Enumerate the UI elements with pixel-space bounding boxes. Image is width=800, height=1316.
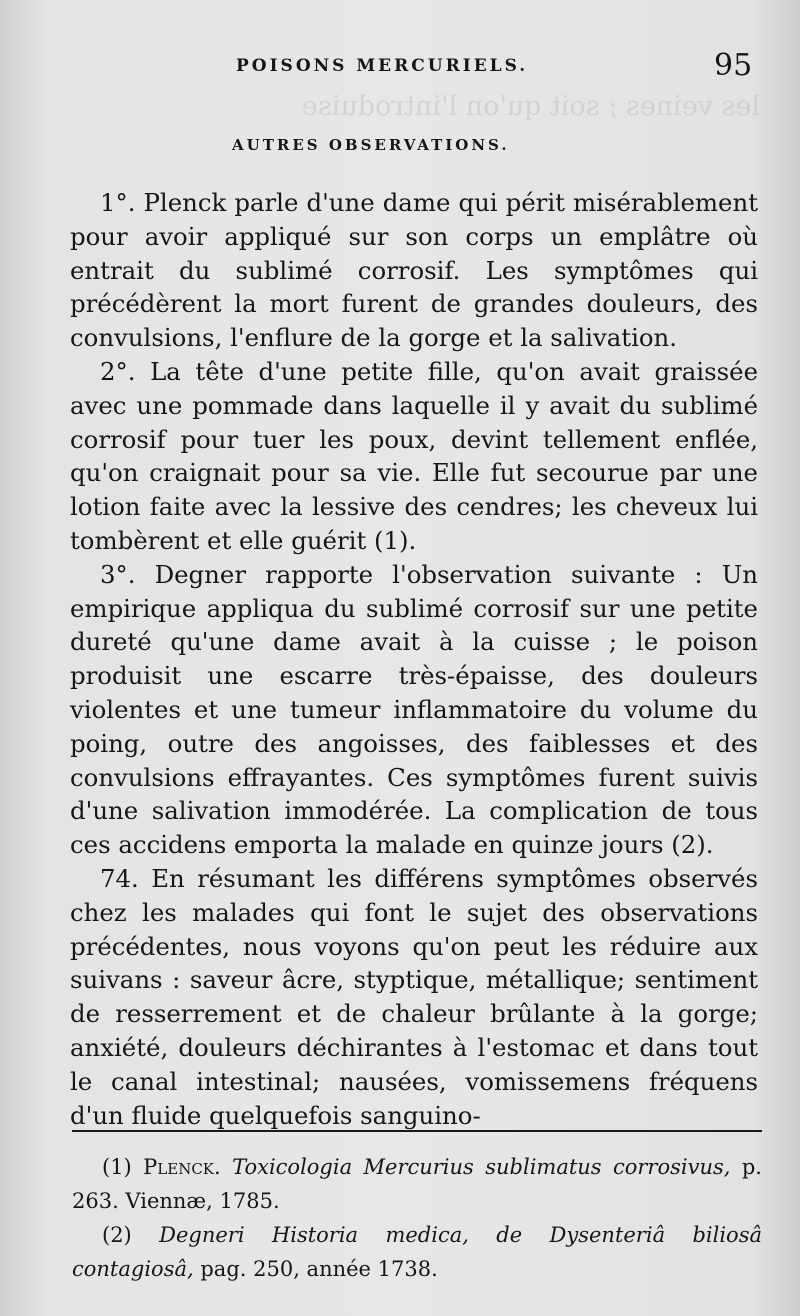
paragraph-observation-3: 3°. Degner rapporte l'observation suivante : Un empirique appliqua du sublimé corrosif sur une petite dureté qu'une dame avait à la cuisse ; le poison produisit une escarre très-épaisse, des douleurs violentes et une tumeur inflammatoire du volume du poing, outre des angoisses, des faiblesses et des convulsions effrayantes. Ces symptômes furent suivis d'une salivation immodérée. La complication de tous ces accidens emporta la malade en quinze jours (2). [70,559,758,860]
footnote-1 [72,1150,762,1218]
footnote-reference: pag. 250, année 1738. [200,1257,438,1281]
paragraph-observation-2: 2°. La tête d'une petite fille, qu'on avait graissée avec une pommade dans laquelle il y avait du sublimé corrosif pour tuer les poux, devint tellement enflée, qu'on craignait pour sa vie. Elle fut secourue par une lotion faite avec la lessive des cendres; les cheveux lui tombèrent et elle guérit (1). [70,356,758,555]
running-title: POISONS MERCURIELS. [236,56,529,76]
footnote-rule [72,1130,762,1132]
footnote-title: Toxicologia Mercurius sublimatus corrosivus, [232,1155,731,1179]
bleed-through-text: les veines ; soit qu'on l'introduise [301,91,760,122]
footnote-marker: (2) [102,1223,132,1247]
paragraph-74: 74. En résumant les différens symptômes observés chez les malades qui font le sujet des observations précédentes, nous voyons qu'on peut les réduire aux suivans : saveur âcre, styptique, métallique; sentiment de resserrement et de chaleur brûlante à la gorge; anxiété, douleurs déchirantes à l'estomac et dans tout le canal intestinal; nausées, vomissemens fréquens d'un fluide quelquefois sanguino- [70,863,758,1130]
footnotes [72,1150,762,1286]
footnote-author: Plenck. [143,1155,221,1179]
page-number: 95 [714,48,753,83]
paragraph-observation-1: 1°. Plenck parle d'une dame qui périt misérablement pour avoir appliqué sur son corps un emplâtre où entrait du sublimé corrosif. Les symptômes qui précédèrent la mort furent de grandes douleurs, des convulsions, l'enflure de la gorge et la salivation. [70,188,758,353]
footnote-title: Degneri Historia medica, de Dysenteriâ biliosâ contagiosâ, [72,1223,762,1281]
section-title: AUTRES OBSERVATIONS. [232,136,510,154]
body-text [70,186,758,1132]
footnote-2 [72,1218,762,1286]
footnote-reference: p. 263. Viennæ, 1785. [72,1155,762,1213]
footnote-marker: (1) [102,1155,132,1179]
